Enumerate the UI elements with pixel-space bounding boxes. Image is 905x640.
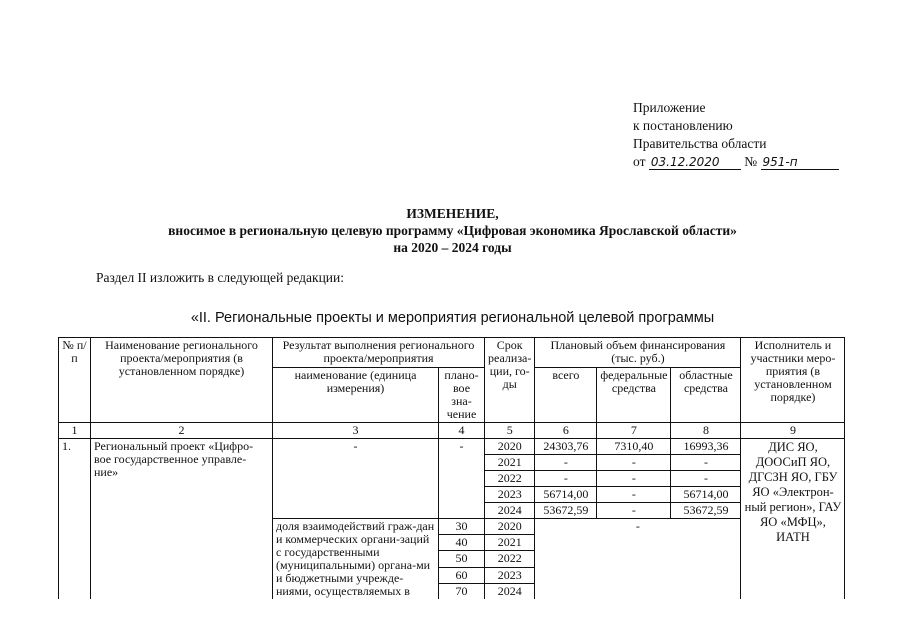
header-federal: федеральные средства	[597, 368, 671, 423]
fin-total: 56714,00	[535, 487, 597, 503]
indicator-year: 2023	[485, 567, 535, 583]
title-sub-2: на 2020 – 2024 годы	[393, 240, 512, 255]
indicator-financing-dash: -	[535, 519, 741, 600]
date-prefix: от	[633, 154, 646, 169]
header-regional: областные средства	[671, 368, 741, 423]
indicator-value: 30	[439, 519, 485, 535]
fin-regional: -	[671, 471, 741, 487]
col-number: 4	[439, 423, 485, 439]
col-number: 6	[535, 423, 597, 439]
fin-federal: -	[597, 503, 671, 519]
col-number: 1	[59, 423, 91, 439]
fin-year: 2023	[485, 487, 535, 503]
indicator-year: 2022	[485, 551, 535, 567]
result-name-dash: -	[273, 439, 439, 519]
row-executor: ДИС ЯО, ДООСиП ЯО, ДГСЗН ЯО, ГБУ ЯО «Электрон-ный регион», ГАУ ЯО «МФЦ», ИАТН	[741, 439, 845, 600]
row-name: Региональный проект «Цифро-вое государственное управле-ние»	[91, 439, 273, 600]
appendix-line-3: Правительства области	[633, 136, 767, 151]
indicator-value: 70	[439, 583, 485, 599]
title-main: ИЗМЕНЕНИЕ,	[406, 206, 499, 221]
fin-year: 2021	[485, 455, 535, 471]
fin-federal: -	[597, 455, 671, 471]
header-result: Результат выполнения регионального проекта/мероприятия	[273, 338, 485, 368]
col-number: 9	[741, 423, 845, 439]
appendix-block	[633, 99, 839, 171]
fin-total: 53672,59	[535, 503, 597, 519]
indicator-year: 2020	[485, 519, 535, 535]
fin-year: 2024	[485, 503, 535, 519]
header-financing: Плановый объем финансирования (тыс. руб.)	[535, 338, 741, 368]
col-number: 2	[91, 423, 273, 439]
appendix-line-1: Приложение	[633, 100, 706, 115]
indicator-year: 2021	[485, 535, 535, 551]
header-num: № п/п	[59, 338, 91, 423]
program-table	[58, 337, 845, 599]
intro-text: Раздел II изложить в следующей редакции:	[96, 270, 345, 285]
col-number: 3	[273, 423, 439, 439]
col-number: 8	[671, 423, 741, 439]
fin-regional: 53672,59	[671, 503, 741, 519]
result-plan-dash: -	[439, 439, 485, 519]
section-title: «II. Региональные проекты и мероприятия региональной целевой программы	[190, 310, 715, 326]
indicator-value: 40	[439, 535, 485, 551]
fin-federal: -	[597, 487, 671, 503]
handwritten-number: 951-п	[761, 155, 839, 170]
header-result-plan: плано-вое зна-чение	[439, 368, 485, 423]
fin-federal: 7310,40	[597, 439, 671, 455]
fin-regional: 16993,36	[671, 439, 741, 455]
fin-regional: -	[671, 455, 741, 471]
header-total: всего	[535, 368, 597, 423]
number-prefix: №	[744, 154, 758, 169]
row-num: 1.	[59, 439, 91, 600]
title-sub-1: вносимое в региональную целевую программу «Цифровая экономика Ярославской области»	[168, 223, 737, 238]
indicator-name: доля взаимодействий граж-дан и коммерческих органи-заций с государственными (муниципальными) органа-ми и бюджетными учрежде-ниями, осуществляемых в	[273, 519, 439, 600]
header-term: Срок реализа-ции, го-ды	[485, 338, 535, 423]
handwritten-date: 03.12.2020	[649, 155, 741, 170]
col-number: 5	[485, 423, 535, 439]
appendix-line-2: к постановлению	[633, 118, 733, 133]
fin-total: -	[535, 455, 597, 471]
appendix-date-line	[633, 153, 839, 171]
indicator-value: 60	[439, 567, 485, 583]
header-executor: Исполнитель и участники меро-приятия (в установленном порядке)	[741, 338, 845, 423]
fin-regional: 56714,00	[671, 487, 741, 503]
fin-total: -	[535, 471, 597, 487]
table-row	[59, 439, 845, 455]
document-title	[0, 205, 905, 256]
fin-total: 24303,76	[535, 439, 597, 455]
header-name: Наименование регионального проекта/мероприятия (в установленном порядке)	[91, 338, 273, 423]
col-number: 7	[597, 423, 671, 439]
header-result-name: наименование (единица измерения)	[273, 368, 439, 423]
indicator-year: 2024	[485, 583, 535, 599]
indicator-value: 50	[439, 551, 485, 567]
fin-year: 2020	[485, 439, 535, 455]
fin-federal: -	[597, 471, 671, 487]
fin-year: 2022	[485, 471, 535, 487]
